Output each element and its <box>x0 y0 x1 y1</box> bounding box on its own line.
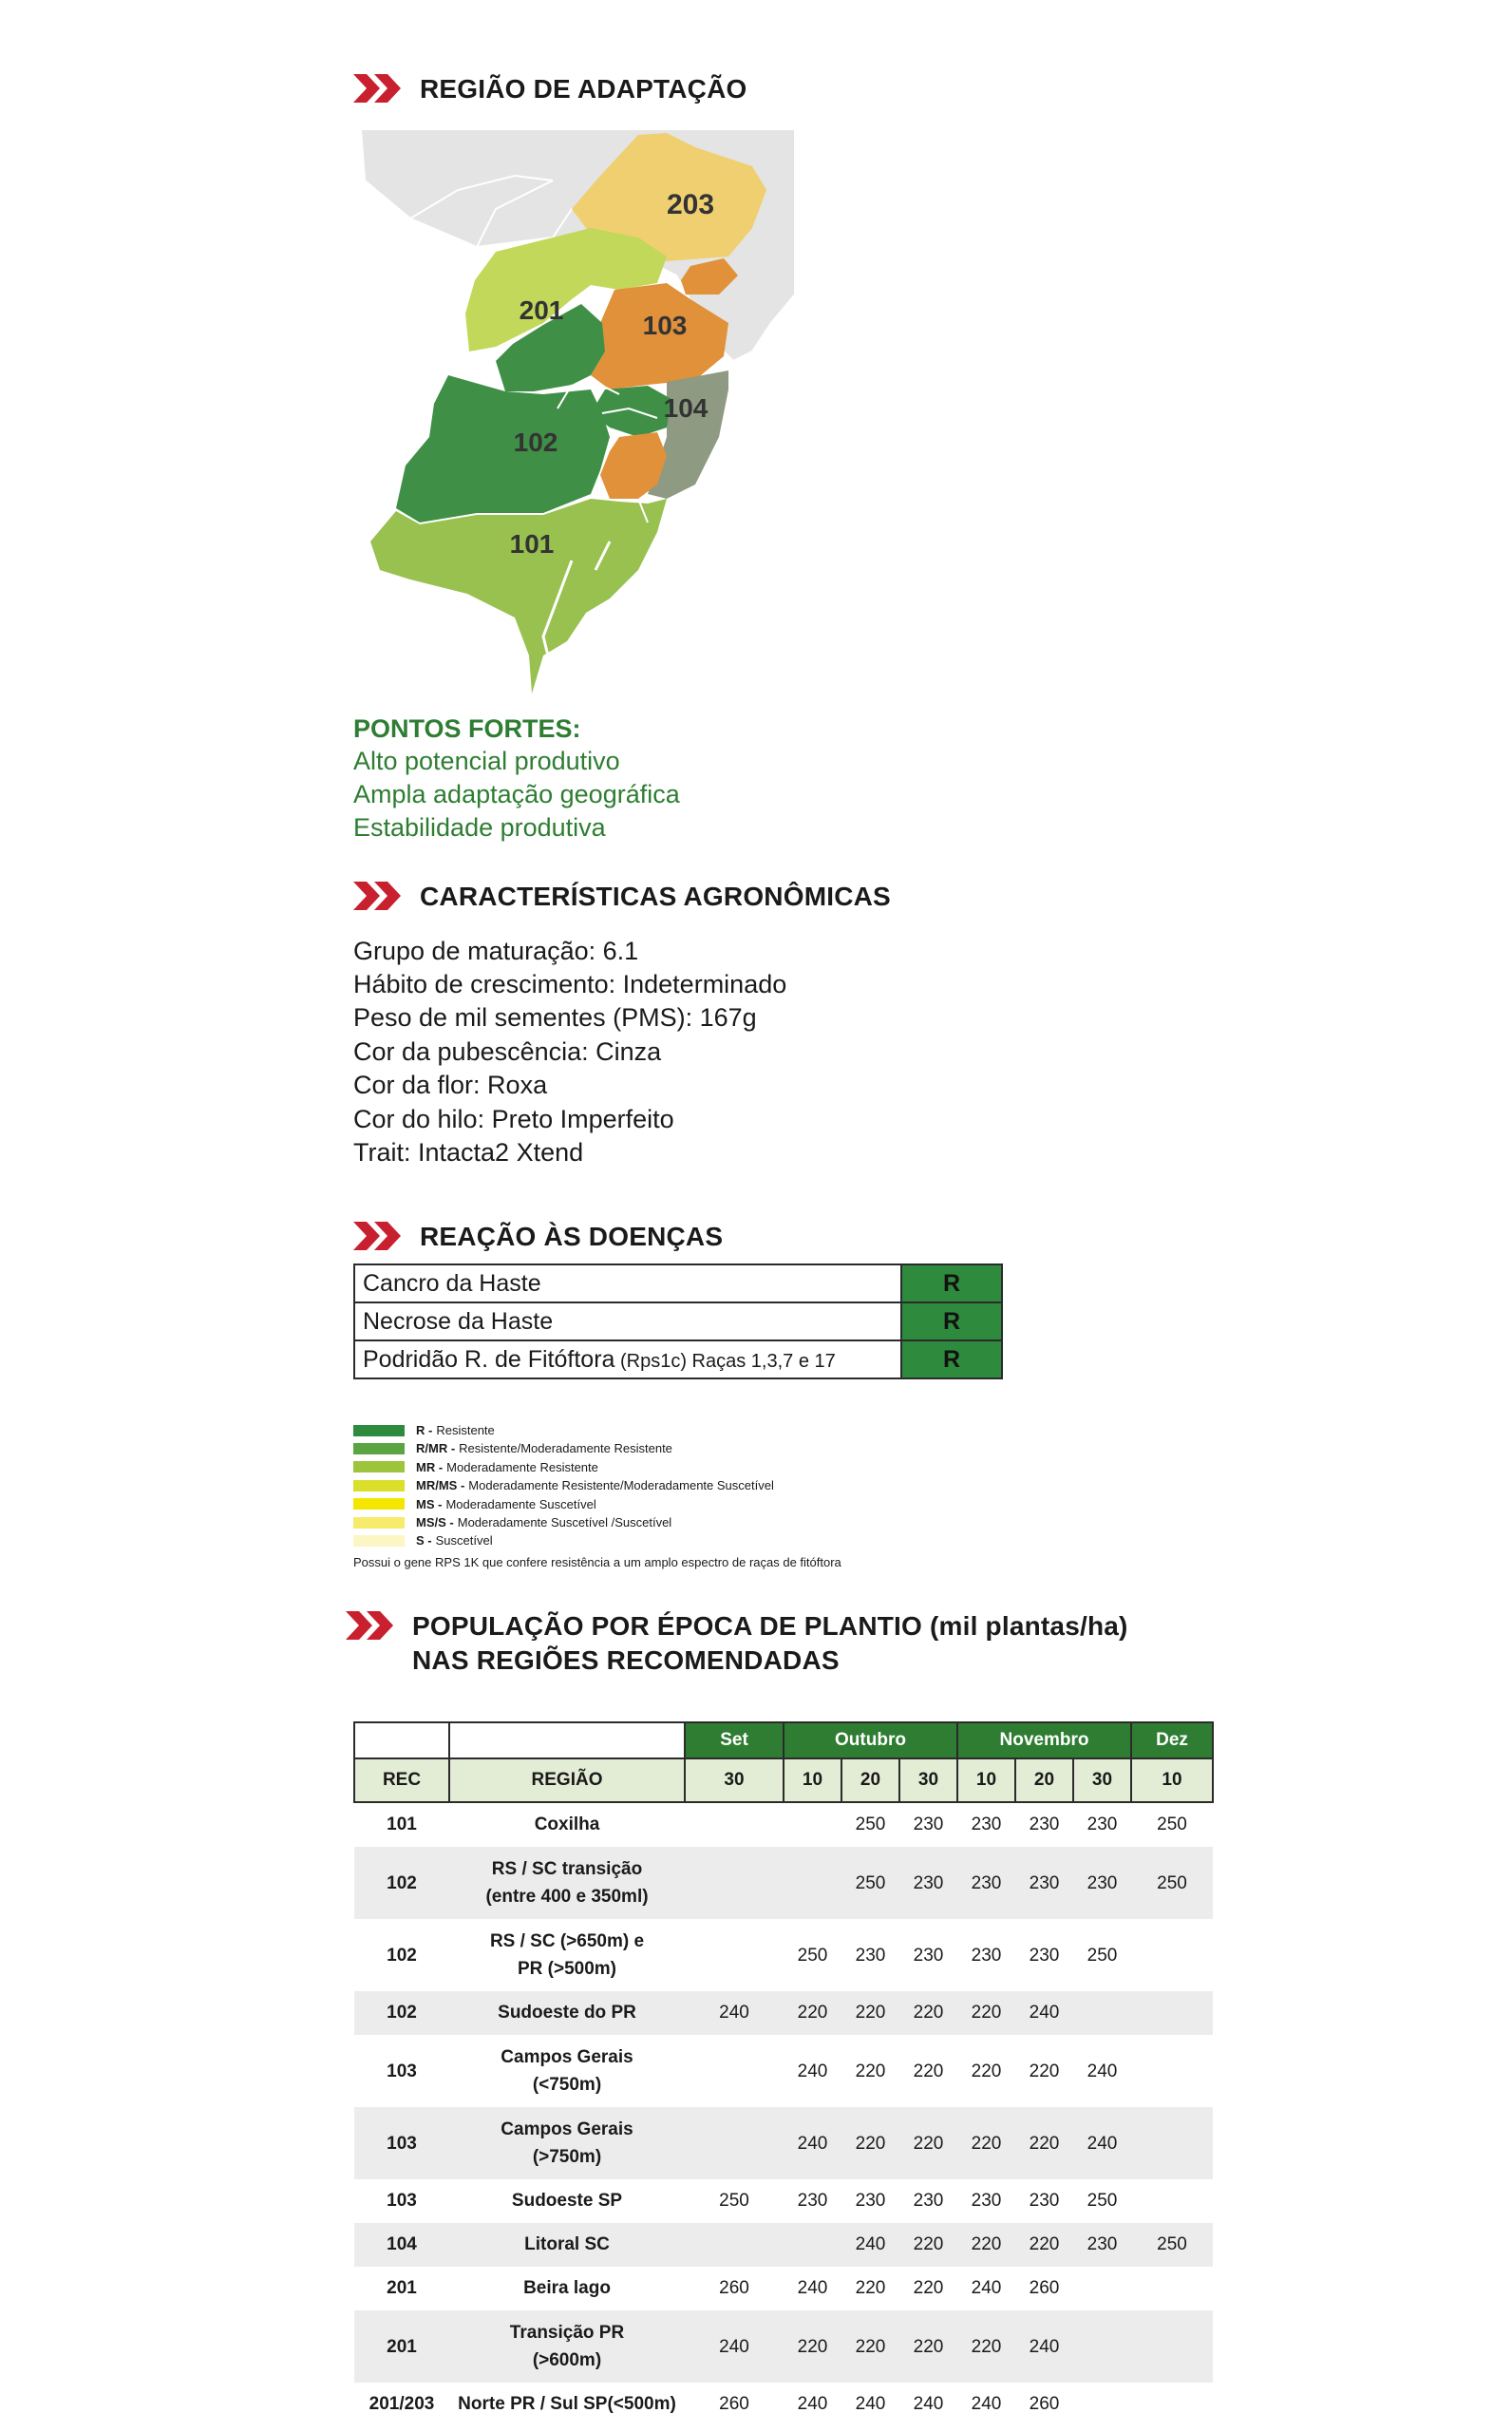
population-value: 220 <box>784 1991 841 2035</box>
day-header: 30 <box>685 1758 784 1802</box>
population-value <box>784 1802 841 1847</box>
section-title-disease: REAÇÃO ÀS DOENÇAS <box>420 1222 724 1251</box>
population-row <box>354 2179 1213 2223</box>
population-value: 240 <box>685 1991 784 2035</box>
legend-swatch <box>353 1535 405 1547</box>
legend-code: MS - <box>416 1496 443 1511</box>
legend-swatch <box>353 1480 405 1492</box>
population-value: 220 <box>957 2107 1015 2179</box>
section-title-agronomic: CARACTERÍSTICAS AGRONÔMICAS <box>420 882 891 911</box>
population-value: 230 <box>1087 1814 1118 1834</box>
agronomic-item: Cor do hilo: Preto Imperfeito <box>353 1105 674 1133</box>
population-value: 240 <box>913 2394 944 2414</box>
map-region-102 <box>396 375 610 522</box>
month-header-outubro: Outubro <box>784 1722 957 1758</box>
map-label-103: 103 <box>642 311 688 340</box>
population-value <box>1131 1991 1213 2035</box>
population-value: 220 <box>1015 2107 1073 2179</box>
legend-code: MR - <box>416 1459 444 1474</box>
day-header-row <box>354 1758 1213 1802</box>
row-region-line1: Beira lago <box>523 2278 611 2298</box>
population-value: 230 <box>855 1945 886 1966</box>
row-region-line1: Norte PR / Sul SP(<500m) <box>458 2394 676 2414</box>
adaptation-map <box>353 124 800 694</box>
legend-note: Possui o gene RPS 1K que confere resistência a um amplo espectro de raças de fitóftora <box>353 1555 841 1569</box>
population-value: 220 <box>899 2107 957 2179</box>
population-value: 250 <box>1087 2191 1118 2211</box>
population-value: 260 <box>1029 2278 1060 2298</box>
row-region <box>449 2179 685 2223</box>
row-region-line2: (entre 400 e 350ml) <box>485 1887 649 1907</box>
row-rec: 104 <box>354 2223 449 2267</box>
section-header-agronomic <box>353 880 891 914</box>
population-value <box>1131 1919 1213 1991</box>
day-header: 10 <box>784 1758 841 1802</box>
population-value: 220 <box>1029 2061 1060 2081</box>
population-value: 240 <box>797 2061 828 2081</box>
population-value: 220 <box>855 2061 886 2081</box>
population-value: 240 <box>855 2394 886 2414</box>
row-region <box>449 2383 685 2426</box>
population-value: 220 <box>971 2061 1002 2081</box>
row-region <box>449 1991 685 2035</box>
population-value <box>685 1919 784 1991</box>
strong-points-title: PONTOS FORTES: <box>353 714 581 743</box>
row-rec: 103 <box>387 2061 417 2081</box>
row-region <box>449 1919 685 1991</box>
row-rec: 102 <box>354 1991 449 2035</box>
population-value <box>1131 2107 1213 2179</box>
population-row <box>354 1991 1213 2035</box>
map-region-101 <box>370 499 667 694</box>
row-region-line1: Campos Gerais <box>501 2047 633 2067</box>
population-value: 240 <box>685 2310 784 2383</box>
population-value <box>1131 2179 1213 2223</box>
population-value: 230 <box>1015 1847 1073 1919</box>
population-value: 230 <box>957 1847 1015 1919</box>
double-chevron-icon <box>353 1222 405 1250</box>
disease-table <box>353 1264 1003 1379</box>
population-value: 220 <box>841 2107 899 2179</box>
map-label-102: 102 <box>513 428 558 457</box>
month-header-novembro: Novembro <box>957 1722 1131 1758</box>
map-label-101: 101 <box>509 529 555 559</box>
row-region-line2: (<750m) <box>532 2075 602 2095</box>
population-value: 250 <box>1131 2223 1213 2267</box>
row-region-line2: PR (>500m) <box>517 1959 617 1979</box>
map-region-104 <box>648 370 728 499</box>
legend-item <box>353 1495 596 1513</box>
population-row <box>354 1919 1213 1991</box>
population-value <box>685 2035 784 2107</box>
population-value: 250 <box>1131 1847 1213 1919</box>
row-region <box>449 1847 685 1919</box>
double-chevron-icon <box>353 74 405 103</box>
population-value: 220 <box>784 2310 841 2383</box>
population-value: 230 <box>899 1847 957 1919</box>
legend-text: Moderadamente Resistente <box>446 1459 598 1474</box>
agronomic-item: Peso de mil sementes (PMS): 167g <box>353 1003 757 1032</box>
row-rec: 201 <box>354 2310 449 2383</box>
population-value: 250 <box>797 1945 828 1966</box>
map-label-203: 203 <box>666 189 715 220</box>
population-value: 260 <box>719 2278 749 2298</box>
map-label-201: 201 <box>519 295 564 325</box>
row-region <box>449 2035 685 2107</box>
population-value <box>685 2223 784 2267</box>
population-value: 220 <box>1015 2223 1073 2267</box>
day-header: 10 <box>1131 1758 1213 1802</box>
population-value: 230 <box>971 1814 1002 1834</box>
agronomic-item: Cor da pubescência: Cinza <box>353 1037 662 1066</box>
population-value: 230 <box>913 1945 944 1966</box>
population-value: 260 <box>719 2394 749 2414</box>
legend-item <box>353 1458 598 1476</box>
row-region-line1: Coxilha <box>534 1814 600 1834</box>
section-header-disease <box>353 1220 723 1254</box>
legend-code: R - <box>416 1423 433 1437</box>
row-region <box>449 1802 685 1847</box>
population-value <box>1131 2383 1213 2426</box>
section-title-region: REGIÃO DE ADAPTAÇÃO <box>420 74 747 104</box>
agronomic-item: Hábito de crescimento: Indeterminado <box>353 970 787 998</box>
disease-name: Cancro da Haste <box>363 1269 541 1297</box>
row-region-line2: (>600m) <box>532 2350 602 2370</box>
legend-item <box>353 1531 493 1549</box>
population-value: 250 <box>719 2191 749 2211</box>
legend-text: Moderadamente Suscetível /Suscetível <box>457 1515 672 1530</box>
population-value <box>685 2107 784 2179</box>
population-value: 220 <box>841 1991 899 2035</box>
day-header: 30 <box>1073 1758 1131 1802</box>
month-header-set: Set <box>685 1722 784 1758</box>
population-value: 230 <box>1029 1945 1060 1966</box>
population-table <box>353 1721 1214 2426</box>
row-region-line1: RS / SC transição <box>491 1859 643 1879</box>
population-value: 220 <box>957 1991 1015 2035</box>
legend-code: S - <box>416 1533 432 1548</box>
population-value: 240 <box>971 2394 1002 2414</box>
population-value: 230 <box>971 2191 1002 2211</box>
disease-rating: R <box>901 1340 1002 1378</box>
population-value: 220 <box>913 2278 944 2298</box>
population-value: 230 <box>913 1814 944 1834</box>
population-value: 230 <box>855 2191 886 2211</box>
population-value: 240 <box>1015 2310 1073 2383</box>
double-chevron-icon <box>346 1611 397 1640</box>
population-table-body <box>354 1802 1213 2426</box>
strong-point-item: Estabilidade produtiva <box>353 813 606 842</box>
legend-text: Resistente/Moderadamente Resistente <box>459 1441 672 1456</box>
legend-swatch <box>353 1498 405 1510</box>
disease-row <box>354 1264 1002 1302</box>
disease-rating: R <box>901 1264 1002 1302</box>
map-label-104: 104 <box>663 393 709 423</box>
col-header-rec: REC <box>354 1758 449 1802</box>
row-region <box>449 2267 685 2310</box>
double-chevron-icon <box>353 882 405 910</box>
strong-point-item: Alto potencial produtivo <box>353 747 620 775</box>
disease-detail: (Rps1c) Raças 1,3,7 e 17 <box>614 1350 836 1372</box>
disease-name: Necrose da Haste <box>363 1307 554 1335</box>
disease-row <box>354 1302 1002 1340</box>
row-rec: 101 <box>387 1814 417 1834</box>
population-value: 220 <box>841 2310 899 2383</box>
agronomic-item: Cor da flor: Roxa <box>353 1071 548 1099</box>
row-rec: 102 <box>354 1847 449 1919</box>
legend-item <box>353 1476 774 1494</box>
legend-item <box>353 1439 672 1457</box>
agronomic-item: Trait: Intacta2 Xtend <box>353 1138 584 1167</box>
population-value <box>1073 1991 1131 2035</box>
disease-row <box>354 1340 1002 1378</box>
population-value: 250 <box>855 1814 886 1834</box>
population-value <box>1073 2383 1131 2426</box>
population-row <box>354 1802 1213 1847</box>
day-header: 20 <box>1015 1758 1073 1802</box>
legend-code: R/MR - <box>416 1441 456 1456</box>
strong-point-item: Ampla adaptação geográfica <box>353 780 680 808</box>
population-row <box>354 1847 1213 1919</box>
population-value: 220 <box>899 2223 957 2267</box>
population-value <box>1131 2035 1213 2107</box>
population-value: 230 <box>971 1945 1002 1966</box>
population-value <box>784 1847 841 1919</box>
row-rec: 102 <box>387 1945 417 1966</box>
agronomic-item: Grupo de maturação: 6.1 <box>353 937 639 965</box>
population-value: 240 <box>797 2394 828 2414</box>
legend-code: MR/MS - <box>416 1478 465 1493</box>
legend-text: Moderadamente Resistente/Moderadamente Suscetível <box>468 1478 774 1493</box>
population-value: 250 <box>841 1847 899 1919</box>
legend-item <box>353 1513 671 1531</box>
legend-swatch <box>353 1443 405 1454</box>
row-region-line1: RS / SC (>650m) e <box>489 1931 645 1951</box>
population-value: 230 <box>1073 2223 1131 2267</box>
month-header-dez: Dez <box>1131 1722 1213 1758</box>
population-value: 220 <box>899 2310 957 2383</box>
legend-swatch <box>353 1425 405 1436</box>
day-header: 20 <box>841 1758 899 1802</box>
population-value <box>1131 2267 1213 2310</box>
row-region-line1: Litoral SC <box>524 2234 610 2254</box>
population-value: 220 <box>957 2223 1015 2267</box>
row-region <box>449 2223 685 2267</box>
section-subtitle-population: NAS REGIÕES RECOMENDADAS <box>412 1645 840 1675</box>
day-header: 30 <box>899 1758 957 1802</box>
section-header-population <box>346 1609 1128 1678</box>
row-rec: 201/203 <box>369 2394 435 2414</box>
row-region <box>449 2107 685 2179</box>
row-rec: 201 <box>387 2278 417 2298</box>
population-value: 250 <box>1157 1814 1187 1834</box>
population-value <box>1073 2267 1131 2310</box>
population-value: 230 <box>913 2191 944 2211</box>
row-region-line1: Transição PR <box>509 2323 625 2343</box>
population-value <box>685 1847 784 1919</box>
population-value: 230 <box>1073 1847 1131 1919</box>
population-value: 240 <box>1073 2107 1131 2179</box>
row-region-line1: Sudoeste SP <box>511 2191 623 2211</box>
population-value: 230 <box>1029 1814 1060 1834</box>
population-row <box>354 2383 1213 2426</box>
row-region-line1: Sudoeste do PR <box>498 2003 636 2023</box>
population-value: 220 <box>957 2310 1015 2383</box>
population-value: 250 <box>1087 1945 1118 1966</box>
legend-text: Resistente <box>436 1423 495 1437</box>
population-row <box>354 2267 1213 2310</box>
population-row <box>354 2310 1213 2383</box>
population-value: 260 <box>1029 2394 1060 2414</box>
population-value: 230 <box>1029 2191 1060 2211</box>
population-value: 240 <box>841 2223 899 2267</box>
col-header-region: REGIÃO <box>449 1758 685 1802</box>
population-row <box>354 2107 1213 2179</box>
row-rec: 103 <box>387 2191 417 2211</box>
legend-text: Moderadamente Suscetível <box>445 1496 596 1511</box>
disease-rating: R <box>901 1302 1002 1340</box>
legend-code: MS/S - <box>416 1515 454 1530</box>
population-value <box>784 2223 841 2267</box>
population-value: 240 <box>797 2278 828 2298</box>
population-value: 240 <box>971 2278 1002 2298</box>
population-value <box>685 1802 784 1847</box>
population-value: 240 <box>1087 2061 1118 2081</box>
section-title-population: POPULAÇÃO POR ÉPOCA DE PLANTIO (mil plantas/ha) <box>412 1611 1128 1641</box>
population-row <box>354 2223 1213 2267</box>
disease-name: Podridão R. de Fitóftora <box>363 1345 615 1373</box>
section-header-region <box>353 72 747 106</box>
row-rec: 103 <box>354 2107 449 2179</box>
population-value <box>1131 2310 1213 2383</box>
population-value: 240 <box>784 2107 841 2179</box>
row-region-line2: (>750m) <box>532 2147 602 2167</box>
population-value <box>1073 2310 1131 2383</box>
population-value: 220 <box>855 2278 886 2298</box>
legend-item <box>353 1421 495 1439</box>
population-value: 240 <box>1015 1991 1073 2035</box>
row-region <box>449 2310 685 2383</box>
population-row <box>354 2035 1213 2107</box>
month-header-row <box>354 1722 1213 1758</box>
population-value: 220 <box>913 2061 944 2081</box>
population-value: 230 <box>797 2191 828 2211</box>
population-value: 220 <box>899 1991 957 2035</box>
legend-text: Suscetível <box>435 1533 493 1548</box>
row-region-line1: Campos Gerais <box>501 2119 633 2139</box>
day-header: 10 <box>957 1758 1015 1802</box>
legend-swatch <box>353 1461 405 1472</box>
legend-swatch <box>353 1517 405 1529</box>
